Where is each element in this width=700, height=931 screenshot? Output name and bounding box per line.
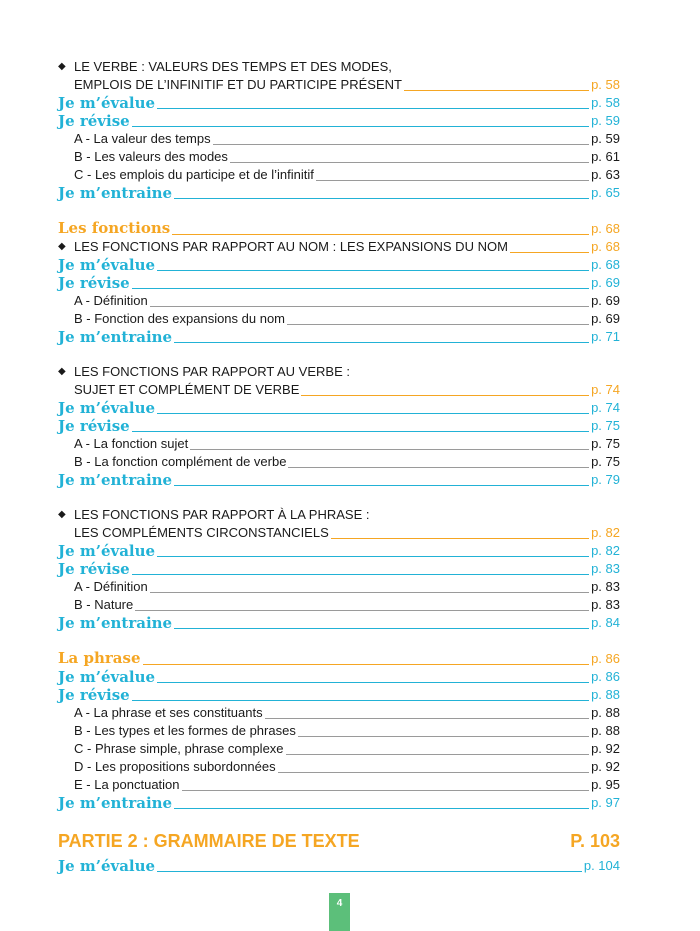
diamond-bullet-icon: ◆	[58, 241, 66, 252]
part-page: P. 103	[570, 831, 620, 851]
toc-subitem[interactable]: A - La valeur des temps p. 59	[74, 131, 620, 146]
section-heading[interactable]: ◆ LES FONCTIONS PAR RAPPORT AU VERBE :	[58, 364, 350, 379]
toc-subitem[interactable]: C - Les emplois du participe et de l’infinitif p. 63	[74, 167, 620, 182]
page-ref: p. 58	[591, 95, 620, 110]
je-m-entraine-entry[interactable]: Je m’entraine p. 71	[58, 328, 620, 346]
toc-subitem[interactable]: D - Les propositions subordonnées p. 92	[74, 759, 620, 774]
je-m-entraine-entry[interactable]: Je m’entraine p. 84	[58, 614, 620, 632]
part-title: PARTIE 2 : GRAMMAIRE DE TEXTE	[58, 831, 360, 851]
toc-subitem[interactable]: C - Phrase simple, phrase complexe p. 92	[74, 741, 620, 756]
toc-subitem[interactable]: B - Les valeurs des modes p. 61	[74, 149, 620, 164]
section-heading-continued[interactable]	[58, 76, 620, 94]
je-revise-entry[interactable]: Je révise p. 83	[58, 560, 620, 578]
section-heading-line: LE VERBE : VALEURS DES TEMPS ET DES MODES,	[74, 59, 392, 74]
section-heading-line: EMPLOIS DE L’INFINITIF ET DU PARTICIPE PRÉSENT	[74, 77, 402, 92]
toc-subitem[interactable]: B - Nature p. 83	[74, 597, 620, 612]
je-m-evalue-entry[interactable]: Je m’évalue p. 86	[58, 668, 620, 686]
section-heading-continued[interactable]: LES COMPLÉMENTS CIRCONSTANCIELS p. 82	[74, 525, 620, 540]
page-ref: p. 65	[591, 185, 620, 200]
section-heading-continued[interactable]: SUJET ET COMPLÉMENT DE VERBE p. 74	[74, 382, 620, 397]
je-m-evalue-entry[interactable]: Je m’évalue p. 104	[58, 857, 620, 875]
toc-subitem[interactable]: B - Les types et les formes de phrases p. 88	[74, 723, 620, 738]
table-of-contents	[58, 58, 620, 875]
page-number-tab	[329, 893, 350, 931]
diamond-bullet-icon: ◆	[58, 509, 66, 520]
je-revise-entry[interactable]: Je révise p. 69	[58, 274, 620, 292]
diamond-bullet-icon: ◆	[58, 61, 66, 72]
je-revise-entry[interactable]: Je révise p. 88	[58, 686, 620, 704]
je-m-evalue-entry[interactable]: Je m’évalue p. 68	[58, 256, 620, 274]
diamond-bullet-icon: ◆	[58, 366, 66, 377]
toc-subitem[interactable]: B - La fonction complément de verbe p. 75	[74, 454, 620, 469]
page-number: 4	[336, 898, 343, 909]
toc-subitem[interactable]: A - Définition p. 69	[74, 293, 620, 308]
leader-line	[404, 90, 589, 91]
je-m-entraine-entry[interactable]: Je m’entraine p. 65	[58, 184, 620, 202]
je-revise-entry[interactable]: Je révise p. 59	[58, 112, 620, 130]
je-revise-entry[interactable]: Je révise p. 75	[58, 417, 620, 435]
toc-subitem[interactable]: E - La ponctuation p. 95	[74, 777, 620, 792]
page-ref: p. 58	[591, 77, 620, 92]
section-heading[interactable]: ◆ LES FONCTIONS PAR RAPPORT AU NOM : LES EXPANSIONS DU NOM p. 68	[58, 239, 620, 254]
toc-subitem[interactable]: A - La phrase et ses constituants p. 88	[74, 705, 620, 720]
chapter-heading[interactable]: Les fonctions p. 68	[58, 219, 620, 237]
toc-subitem[interactable]: A - Définition p. 83	[74, 579, 620, 594]
je-m-evalue-entry[interactable]: Je m’évalue p. 58	[58, 94, 620, 112]
section-heading[interactable]	[58, 58, 620, 76]
je-m-evalue-entry[interactable]: Je m’évalue p. 74	[58, 399, 620, 417]
je-m-evalue-entry[interactable]: Je m’évalue p. 82	[58, 542, 620, 560]
je-m-entraine-entry[interactable]: Je m’entraine p. 97	[58, 794, 620, 812]
je-m-entraine-entry[interactable]: Je m’entraine p. 79	[58, 471, 620, 489]
section-heading[interactable]: ◆ LES FONCTIONS PAR RAPPORT À LA PHRASE :	[58, 507, 370, 522]
page-ref: p. 59	[591, 113, 620, 128]
toc-subitem[interactable]: A - La fonction sujet p. 75	[74, 436, 620, 451]
part-heading[interactable]	[58, 830, 620, 852]
chapter-heading[interactable]: La phrase p. 86	[58, 649, 620, 667]
toc-subitem[interactable]: B - Fonction des expansions du nom p. 69	[74, 311, 620, 326]
